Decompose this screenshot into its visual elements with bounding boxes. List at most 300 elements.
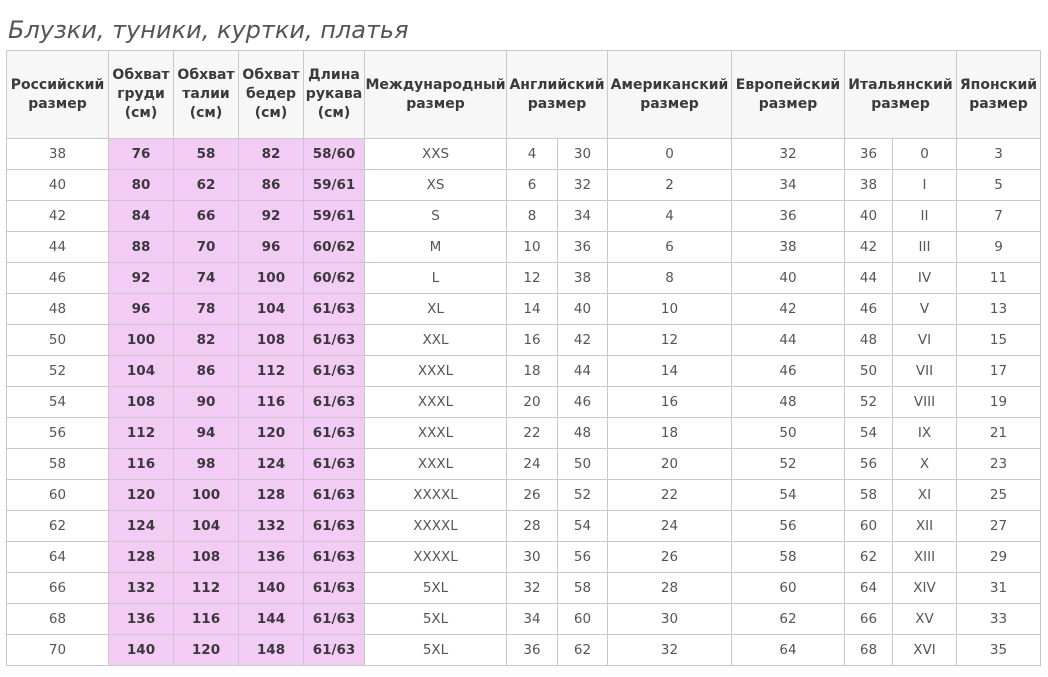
cell-value: 108 <box>256 332 286 348</box>
cell-value: 128 <box>126 549 156 565</box>
cell-it-size-b <box>893 387 957 418</box>
cell-us-size <box>608 480 732 511</box>
cell-value: XII <box>915 518 934 534</box>
cell-eu-size <box>732 325 845 356</box>
cell-hips <box>239 170 304 201</box>
cell-it-size-a <box>845 387 893 418</box>
cell-value: 46 <box>573 394 592 410</box>
cell-ru-size <box>7 635 109 666</box>
cell-value: 61/63 <box>312 425 356 441</box>
cell-value: 32 <box>779 146 797 162</box>
cell-value: XI <box>917 487 932 503</box>
cell-it-size-b <box>893 418 957 449</box>
cell-it-size-b <box>893 201 957 232</box>
cell-value: 116 <box>191 611 221 627</box>
cell-intl-size <box>365 573 507 604</box>
cell-hips <box>239 573 304 604</box>
cell-sleeve <box>304 449 365 480</box>
cell-chest <box>109 201 174 232</box>
cell-value: 38 <box>48 146 67 162</box>
cell-uk-size-a <box>507 263 558 294</box>
cell-value: 38 <box>779 239 797 255</box>
cell-eu-size <box>732 356 845 387</box>
cell-us-size <box>608 356 732 387</box>
cell-value: 88 <box>131 239 151 255</box>
cell-value: 46 <box>48 270 67 286</box>
cell-value: 48 <box>779 394 797 410</box>
cell-value: 12 <box>660 332 679 348</box>
cell-jp-size <box>957 387 1041 418</box>
cell-value: 100 <box>256 270 286 286</box>
cell-value: 56 <box>48 425 67 441</box>
cell-uk-size-b <box>558 542 608 573</box>
table-row <box>7 232 1041 263</box>
cell-it-size-b <box>893 635 957 666</box>
cell-value: 92 <box>131 270 151 286</box>
cell-value: 24 <box>660 518 679 534</box>
cell-value: 27 <box>989 518 1008 534</box>
cell-value: 33 <box>989 611 1008 627</box>
table-row <box>7 325 1041 356</box>
cell-value: 64 <box>779 642 797 658</box>
cell-intl-size <box>365 635 507 666</box>
cell-uk-size-a <box>507 232 558 263</box>
cell-value: 56 <box>779 518 797 534</box>
cell-ru-size <box>7 139 109 170</box>
cell-it-size-b <box>893 604 957 635</box>
cell-waist <box>174 604 239 635</box>
cell-value: 66 <box>859 611 878 627</box>
cell-ru-size <box>7 542 109 573</box>
cell-value: 66 <box>48 580 67 596</box>
table-row <box>7 170 1041 201</box>
cell-uk-size-b <box>558 201 608 232</box>
cell-value: 3 <box>994 146 1003 162</box>
cell-intl-size <box>365 418 507 449</box>
cell-value: L <box>431 270 440 286</box>
cell-value: 6 <box>527 177 537 193</box>
cell-hips <box>239 263 304 294</box>
cell-intl-size <box>365 201 507 232</box>
cell-hips <box>239 294 304 325</box>
cell-jp-size <box>957 325 1041 356</box>
cell-uk-size-b <box>558 604 608 635</box>
cell-value: 98 <box>196 456 216 472</box>
cell-value: 40 <box>48 177 67 193</box>
cell-chest <box>109 480 174 511</box>
cell-value: 86 <box>261 177 281 193</box>
table-row <box>7 449 1041 480</box>
table-row <box>7 201 1041 232</box>
cell-eu-size <box>732 232 845 263</box>
cell-value: 2 <box>665 177 674 193</box>
cell-value: 61/63 <box>312 332 356 348</box>
cell-value: 148 <box>256 642 286 658</box>
cell-value: X <box>919 456 930 472</box>
cell-value: 5XL <box>422 611 449 627</box>
cell-uk-size-b <box>558 418 608 449</box>
cell-ru-size <box>7 201 109 232</box>
cell-value: 132 <box>256 518 286 534</box>
cell-value: 116 <box>256 394 286 410</box>
cell-value: XXXL <box>417 394 454 410</box>
cell-us-size <box>608 139 732 170</box>
cell-value: 60 <box>779 580 797 596</box>
cell-value: 48 <box>48 301 67 317</box>
cell-sleeve <box>304 635 365 666</box>
cell-value: 16 <box>660 394 679 410</box>
cell-hips <box>239 511 304 542</box>
cell-value: 8 <box>665 270 674 286</box>
cell-value: 34 <box>779 177 797 193</box>
cell-value: 52 <box>48 363 67 379</box>
cell-value: 5XL <box>422 642 449 658</box>
cell-value: 26 <box>660 549 679 565</box>
cell-it-size-b <box>893 449 957 480</box>
cell-waist <box>174 263 239 294</box>
cell-it-size-a <box>845 139 893 170</box>
header-waist: Обхват талии (см) <box>174 51 239 139</box>
cell-hips <box>239 635 304 666</box>
cell-value: 26 <box>523 487 541 503</box>
cell-value: 20 <box>660 456 679 472</box>
cell-hips <box>239 201 304 232</box>
cell-value: 42 <box>48 208 67 224</box>
cell-value: 144 <box>256 611 286 627</box>
cell-value: 40 <box>779 270 797 286</box>
cell-value: 38 <box>859 177 878 193</box>
cell-value: 7 <box>994 208 1003 224</box>
cell-uk-size-b <box>558 635 608 666</box>
cell-waist <box>174 325 239 356</box>
cell-value: 34 <box>573 208 592 224</box>
cell-it-size-b <box>893 263 957 294</box>
cell-value: 25 <box>989 487 1008 503</box>
table-row <box>7 139 1041 170</box>
cell-value: 58 <box>48 456 67 472</box>
cell-value: 50 <box>573 456 592 472</box>
header-it-size: Итальянский размер <box>845 51 957 139</box>
cell-value: 59/61 <box>312 208 356 224</box>
cell-us-size <box>608 418 732 449</box>
cell-uk-size-a <box>507 294 558 325</box>
cell-uk-size-a <box>507 325 558 356</box>
cell-value: 61/63 <box>312 549 356 565</box>
cell-waist <box>174 480 239 511</box>
table-row <box>7 263 1041 294</box>
cell-it-size-a <box>845 635 893 666</box>
cell-value: 62 <box>196 177 216 193</box>
cell-value: 52 <box>779 456 797 472</box>
cell-value: 60 <box>573 611 592 627</box>
cell-value: 132 <box>126 580 156 596</box>
table-row <box>7 573 1041 604</box>
cell-sleeve <box>304 573 365 604</box>
cell-value: M <box>429 239 442 255</box>
cell-value: 61/63 <box>312 611 356 627</box>
cell-value: 58 <box>573 580 592 596</box>
cell-value: 0 <box>920 146 929 162</box>
cell-ru-size <box>7 387 109 418</box>
cell-waist <box>174 294 239 325</box>
cell-it-size-a <box>845 170 893 201</box>
cell-value: 40 <box>573 301 592 317</box>
cell-sleeve <box>304 263 365 294</box>
cell-value: 124 <box>126 518 156 534</box>
cell-us-size <box>608 542 732 573</box>
cell-value: 112 <box>191 580 221 596</box>
table-row <box>7 356 1041 387</box>
cell-it-size-a <box>845 542 893 573</box>
cell-value: VIII <box>913 394 936 410</box>
cell-intl-size <box>365 139 507 170</box>
cell-value: 60 <box>48 487 67 503</box>
cell-value: 50 <box>779 425 797 441</box>
header-jp-size: Японский размер <box>957 51 1041 139</box>
cell-sleeve <box>304 387 365 418</box>
cell-value: 36 <box>523 642 541 658</box>
cell-waist <box>174 573 239 604</box>
cell-value: 9 <box>994 239 1003 255</box>
cell-value: 70 <box>48 642 67 658</box>
cell-value: 61/63 <box>312 642 356 658</box>
cell-sleeve <box>304 356 365 387</box>
cell-uk-size-b <box>558 449 608 480</box>
cell-value: 58/60 <box>312 146 356 162</box>
cell-eu-size <box>732 387 845 418</box>
cell-value: 68 <box>859 642 878 658</box>
cell-value: V <box>919 301 930 317</box>
cell-us-size <box>608 294 732 325</box>
cell-value: 100 <box>126 332 156 348</box>
cell-value: 64 <box>48 549 67 565</box>
cell-value: 42 <box>859 239 878 255</box>
cell-value: 62 <box>573 642 592 658</box>
cell-it-size-b <box>893 480 957 511</box>
cell-waist <box>174 356 239 387</box>
cell-chest <box>109 139 174 170</box>
cell-uk-size-b <box>558 263 608 294</box>
cell-value: 90 <box>196 394 216 410</box>
cell-us-size <box>608 263 732 294</box>
cell-waist <box>174 511 239 542</box>
cell-value: 48 <box>859 332 878 348</box>
cell-hips <box>239 356 304 387</box>
cell-value: 61/63 <box>312 394 356 410</box>
cell-value: 86 <box>196 363 216 379</box>
cell-intl-size <box>365 325 507 356</box>
cell-uk-size-b <box>558 387 608 418</box>
cell-value: 0 <box>665 146 674 162</box>
cell-value: 54 <box>859 425 878 441</box>
cell-uk-size-b <box>558 480 608 511</box>
cell-waist <box>174 387 239 418</box>
cell-value: 94 <box>196 425 216 441</box>
cell-value: 108 <box>126 394 156 410</box>
cell-ru-size <box>7 294 109 325</box>
page-title: Блузки, туники, куртки, платья <box>8 16 409 44</box>
table-body <box>7 139 1041 666</box>
cell-value: 61/63 <box>312 363 356 379</box>
cell-value: 74 <box>196 270 216 286</box>
cell-value: 61/63 <box>312 518 356 534</box>
header-intl-size: Международный размер <box>365 51 507 139</box>
cell-uk-size-b <box>558 325 608 356</box>
cell-it-size-a <box>845 294 893 325</box>
cell-value: 38 <box>573 270 592 286</box>
cell-chest <box>109 170 174 201</box>
table-row <box>7 294 1041 325</box>
cell-value: 136 <box>126 611 156 627</box>
cell-it-size-a <box>845 511 893 542</box>
cell-uk-size-a <box>507 480 558 511</box>
table-row <box>7 480 1041 511</box>
cell-eu-size <box>732 635 845 666</box>
cell-sleeve <box>304 511 365 542</box>
cell-value: 78 <box>196 301 216 317</box>
cell-hips <box>239 232 304 263</box>
cell-value: 60/62 <box>312 239 356 255</box>
cell-it-size-b <box>893 511 957 542</box>
cell-jp-size <box>957 294 1041 325</box>
cell-value: 62 <box>859 549 878 565</box>
cell-value: XXXXL <box>413 518 458 534</box>
cell-value: 64 <box>859 580 878 596</box>
cell-value: 4 <box>527 146 537 162</box>
cell-hips <box>239 542 304 573</box>
cell-value: 50 <box>859 363 878 379</box>
cell-uk-size-a <box>507 542 558 573</box>
cell-sleeve <box>304 325 365 356</box>
cell-it-size-b <box>893 232 957 263</box>
cell-chest <box>109 232 174 263</box>
cell-value: 46 <box>779 363 797 379</box>
cell-ru-size <box>7 418 109 449</box>
size-chart-table <box>6 50 1041 666</box>
cell-value: 140 <box>256 580 286 596</box>
cell-ru-size <box>7 232 109 263</box>
cell-value: 36 <box>779 208 797 224</box>
cell-value: 61/63 <box>312 487 356 503</box>
cell-value: 80 <box>131 177 151 193</box>
cell-value: 116 <box>126 456 156 472</box>
cell-waist <box>174 201 239 232</box>
cell-value: III <box>918 239 931 255</box>
header-ru-size: Российский размер <box>7 51 109 139</box>
cell-value: 34 <box>523 611 541 627</box>
cell-value: 40 <box>859 208 878 224</box>
cell-it-size-a <box>845 418 893 449</box>
cell-value: 17 <box>989 363 1008 379</box>
cell-value: 22 <box>660 487 679 503</box>
cell-value: 31 <box>989 580 1008 596</box>
cell-intl-size <box>365 480 507 511</box>
cell-chest <box>109 418 174 449</box>
cell-value: XIV <box>913 580 936 596</box>
cell-value: 112 <box>126 425 156 441</box>
cell-uk-size-b <box>558 232 608 263</box>
cell-eu-size <box>732 449 845 480</box>
cell-value: 104 <box>126 363 156 379</box>
cell-value: 14 <box>660 363 679 379</box>
cell-eu-size <box>732 604 845 635</box>
cell-value: 36 <box>859 146 878 162</box>
cell-sleeve <box>304 418 365 449</box>
cell-value: 44 <box>48 239 67 255</box>
cell-chest <box>109 604 174 635</box>
table-row <box>7 387 1041 418</box>
cell-waist <box>174 418 239 449</box>
cell-value: 28 <box>523 518 541 534</box>
cell-uk-size-a <box>507 139 558 170</box>
cell-value: 44 <box>573 363 592 379</box>
cell-us-size <box>608 573 732 604</box>
cell-hips <box>239 418 304 449</box>
cell-it-size-a <box>845 325 893 356</box>
cell-value: 24 <box>523 456 541 472</box>
cell-value: 18 <box>523 363 541 379</box>
cell-value: 136 <box>256 549 286 565</box>
cell-jp-size <box>957 263 1041 294</box>
cell-chest <box>109 263 174 294</box>
cell-value: 12 <box>523 270 541 286</box>
cell-value: XXXL <box>417 425 454 441</box>
cell-jp-size <box>957 480 1041 511</box>
cell-value: 56 <box>573 549 592 565</box>
cell-value: 21 <box>989 425 1008 441</box>
cell-value: 30 <box>523 549 541 565</box>
cell-value: 16 <box>523 332 541 348</box>
cell-chest <box>109 449 174 480</box>
cell-us-size <box>608 511 732 542</box>
cell-value: XS <box>426 177 445 193</box>
cell-eu-size <box>732 480 845 511</box>
cell-uk-size-b <box>558 139 608 170</box>
cell-value: 20 <box>523 394 541 410</box>
cell-waist <box>174 170 239 201</box>
cell-hips <box>239 604 304 635</box>
cell-value: 120 <box>191 642 221 658</box>
cell-value: 60 <box>859 518 878 534</box>
cell-us-size <box>608 201 732 232</box>
cell-uk-size-a <box>507 511 558 542</box>
cell-us-size <box>608 170 732 201</box>
cell-intl-size <box>365 356 507 387</box>
cell-sleeve <box>304 604 365 635</box>
cell-it-size-a <box>845 232 893 263</box>
cell-waist <box>174 232 239 263</box>
cell-sleeve <box>304 139 365 170</box>
cell-it-size-b <box>893 356 957 387</box>
cell-value: 61/63 <box>312 301 356 317</box>
cell-it-size-b <box>893 170 957 201</box>
header-us-size: Американский размер <box>608 51 732 139</box>
table-row <box>7 604 1041 635</box>
cell-chest <box>109 356 174 387</box>
cell-value: 32 <box>660 642 679 658</box>
cell-value: XXXL <box>417 363 454 379</box>
cell-us-size <box>608 449 732 480</box>
cell-value: VI <box>917 332 932 348</box>
cell-value: 32 <box>573 177 592 193</box>
cell-value: 58 <box>196 146 216 162</box>
cell-value: 61/63 <box>312 580 356 596</box>
cell-value: 5XL <box>422 580 449 596</box>
cell-value: 59/61 <box>312 177 356 193</box>
cell-value: 10 <box>660 301 679 317</box>
cell-value: XXXL <box>417 456 454 472</box>
cell-value: 54 <box>573 518 592 534</box>
